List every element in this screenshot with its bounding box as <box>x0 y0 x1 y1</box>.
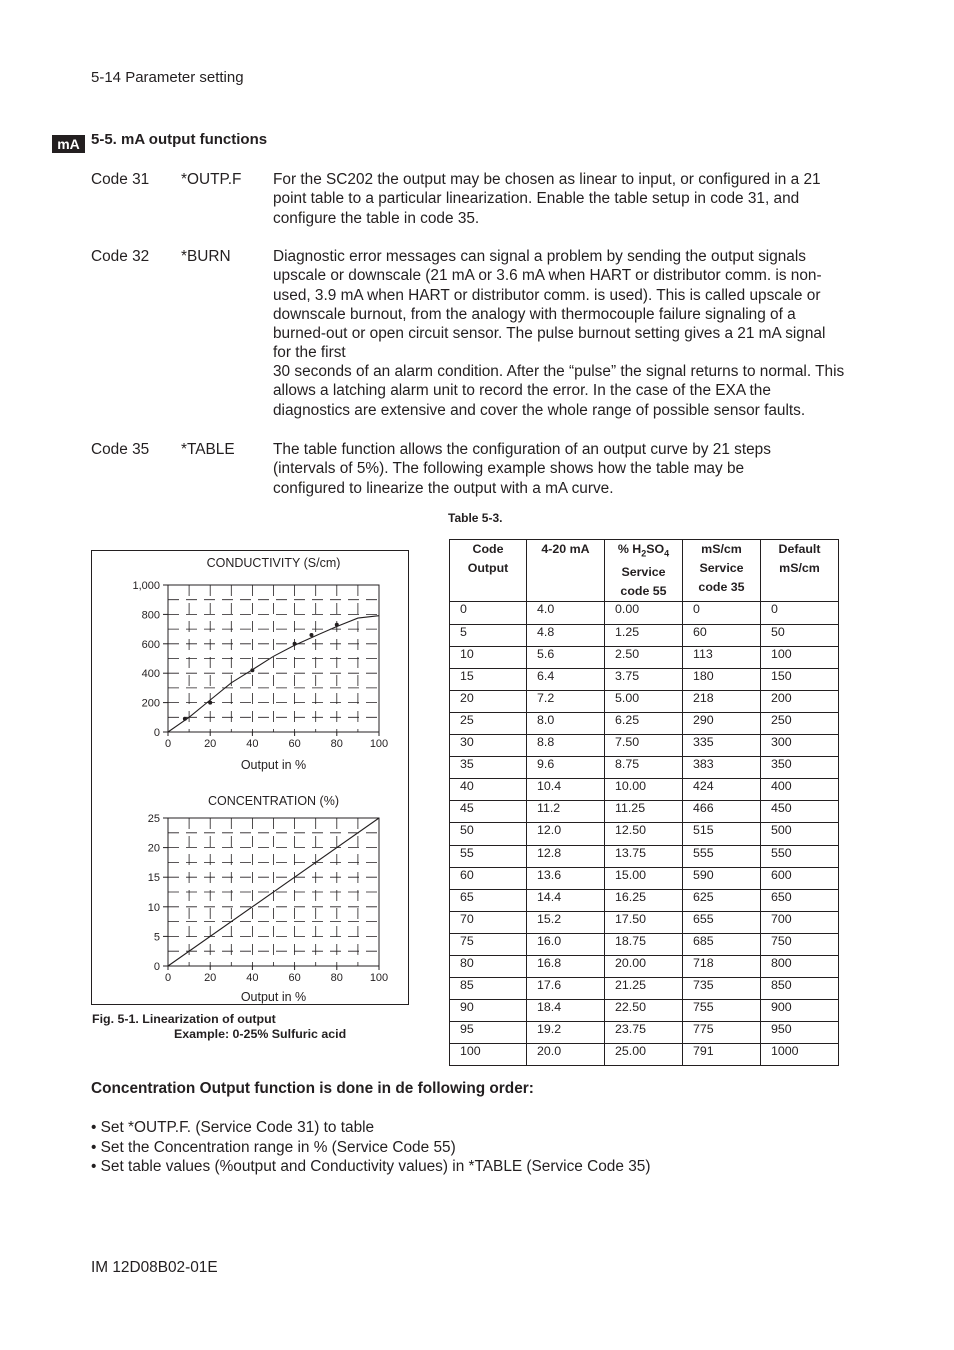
y-tick-label: 400 <box>141 668 160 681</box>
data-point <box>293 642 297 646</box>
table-row <box>450 646 839 668</box>
table-cell: 250 <box>761 712 839 734</box>
y-tick-label: 15 <box>147 872 160 885</box>
data-point <box>183 717 187 721</box>
header-code-output: Code Output <box>450 540 527 602</box>
table-row <box>450 690 839 712</box>
x-tick-label: 60 <box>288 972 301 984</box>
table-cell: 6.4 <box>527 668 605 690</box>
table-cell: 75 <box>450 933 527 955</box>
table-cell: 25 <box>450 712 527 734</box>
section-title: 5-5. mA output functions <box>91 131 268 148</box>
table-cell: 950 <box>761 1022 839 1044</box>
x-tick-label: 20 <box>204 972 217 984</box>
table-cell: 20.00 <box>605 955 683 977</box>
x-tick-label: 0 <box>164 972 172 984</box>
table-cell: 150 <box>761 668 839 690</box>
table-row <box>450 911 839 933</box>
code-31-name: *OUTP.F <box>181 171 242 188</box>
table-cell: 466 <box>683 801 761 823</box>
table-cell: 290 <box>683 712 761 734</box>
table-cell: 21.25 <box>605 978 683 1000</box>
table-row <box>450 1022 839 1044</box>
table-cell: 718 <box>683 955 761 977</box>
y-tick-label: 800 <box>141 609 160 622</box>
table-cell: 8.75 <box>605 757 683 779</box>
table-cell: 590 <box>683 867 761 889</box>
table-cell: 10.00 <box>605 779 683 801</box>
header-default-ms-cm: Default mS/cm <box>761 540 839 602</box>
table-cell: 791 <box>683 1044 761 1066</box>
table-cell: 95 <box>450 1022 527 1044</box>
code-35-description: The table function allows the configuration of an output curve by 21 steps (intervals of 5%). The following example shows how the table may be configured to linearize the output with a mA curve. <box>273 441 771 497</box>
list-item: • Set *OUTP.F. (Service Code 31) to table <box>91 1119 375 1136</box>
page-header: 5-14 Parameter setting <box>91 69 244 86</box>
table-cell: 15.00 <box>605 867 683 889</box>
table-cell: 4.8 <box>527 624 605 646</box>
table-cell: 18.4 <box>527 1000 605 1022</box>
table-row <box>450 1000 839 1022</box>
table-cell: 100 <box>450 1044 527 1066</box>
figure-caption: Fig. 5-1. Linearization of output <box>92 1012 276 1026</box>
table-cell: 655 <box>683 911 761 933</box>
x-axis-label: Output in % <box>240 990 307 1004</box>
table-cell: 40 <box>450 779 527 801</box>
chart-title: CONCENTRATION (%) <box>207 794 340 808</box>
table-cell: 5 <box>450 624 527 646</box>
table-cell: 20 <box>450 690 527 712</box>
table-row <box>450 779 839 801</box>
table-row <box>450 801 839 823</box>
table-row <box>450 867 839 889</box>
table-cell: 10.4 <box>527 779 605 801</box>
table-row <box>450 602 839 624</box>
conductivity-chart <box>132 556 388 772</box>
x-tick-label: 40 <box>246 972 259 984</box>
x-tick-label: 100 <box>369 972 389 984</box>
table-cell: 7.50 <box>605 735 683 757</box>
table-cell: 350 <box>761 757 839 779</box>
table-cell: 200 <box>761 690 839 712</box>
table-cell: 800 <box>761 955 839 977</box>
table-cell: 22.50 <box>605 1000 683 1022</box>
table-cell: 0 <box>450 602 527 624</box>
table-cell: 335 <box>683 735 761 757</box>
table-cell: 50 <box>761 624 839 646</box>
table-cell: 12.0 <box>527 823 605 845</box>
table-cell: 0.00 <box>605 602 683 624</box>
data-point <box>250 668 254 672</box>
x-tick-label: 40 <box>246 738 259 750</box>
table-cell: 45 <box>450 801 527 823</box>
table-cell: 25.00 <box>605 1044 683 1066</box>
table-cell: 17.50 <box>605 911 683 933</box>
table-cell: 180 <box>683 668 761 690</box>
header-h2so4: % $H_2SO_4$ Service code 55 <box>605 540 683 602</box>
table-cell: 6.25 <box>605 712 683 734</box>
y-tick-label: 0 <box>153 961 160 973</box>
table-cell: 65 <box>450 889 527 911</box>
table-row <box>450 978 839 1000</box>
table-cell: 755 <box>683 1000 761 1022</box>
table-cell: 600 <box>761 867 839 889</box>
table-cell: 12.8 <box>527 845 605 867</box>
table-cell: 13.6 <box>527 867 605 889</box>
table-cell: 16.8 <box>527 955 605 977</box>
table-cell: 50 <box>450 823 527 845</box>
table-cell: 12.50 <box>605 823 683 845</box>
code-31-label: Code 31 <box>91 171 150 188</box>
table-row <box>450 668 839 690</box>
table-cell: 35 <box>450 757 527 779</box>
chart-title: CONDUCTIVITY (S/cm) <box>206 556 341 570</box>
list-item: • Set the Concentration range in % (Service Code 55) <box>91 1138 456 1156</box>
table-cell: 625 <box>683 889 761 911</box>
table-cell: 85 <box>450 978 527 1000</box>
linearization-table <box>449 539 839 1066</box>
table-cell: 18.75 <box>605 933 683 955</box>
table-row <box>450 735 839 757</box>
table-cell: 735 <box>683 978 761 1000</box>
y-tick-label: 0 <box>153 727 160 739</box>
table-cell: 400 <box>761 779 839 801</box>
data-point <box>335 623 339 627</box>
table-cell: 900 <box>761 1000 839 1022</box>
table-cell: 3.75 <box>605 668 683 690</box>
linearization-figure <box>91 550 409 1005</box>
table-cell: 300 <box>761 735 839 757</box>
table-cell: 15.2 <box>527 911 605 933</box>
x-axis-label: Output in % <box>240 758 307 772</box>
table-row <box>450 845 839 867</box>
table-cell: 383 <box>683 757 761 779</box>
y-tick-label: 25 <box>147 813 160 825</box>
y-tick-label: 20 <box>147 842 160 855</box>
table-cell: 30 <box>450 735 527 757</box>
list-item: • Set table values (%output and Conductivity values) in *TABLE (Service Code 35) <box>91 1158 651 1176</box>
table-cell: 55 <box>450 845 527 867</box>
code-35-label: Code 35 <box>91 441 150 458</box>
table-cell: 23.75 <box>605 1022 683 1044</box>
order-list <box>91 1118 650 1177</box>
table-cell: 7.2 <box>527 690 605 712</box>
table-cell: 60 <box>683 624 761 646</box>
y-tick-label: 10 <box>147 901 160 914</box>
y-tick-label: 200 <box>141 697 160 710</box>
x-tick-label: 60 <box>288 738 301 750</box>
table-cell: 555 <box>683 845 761 867</box>
table-cell: 10 <box>450 646 527 668</box>
concentration-chart <box>148 794 388 1004</box>
table-cell: 60 <box>450 867 527 889</box>
table-cell: 218 <box>683 690 761 712</box>
table-cell: 13.75 <box>605 845 683 867</box>
y-tick-label: 1,000 <box>132 580 160 592</box>
table-cell: 15 <box>450 668 527 690</box>
table-cell: 515 <box>683 823 761 845</box>
ma-badge: mA <box>52 135 85 153</box>
table-cell: 17.6 <box>527 978 605 1000</box>
table-cell: 550 <box>761 845 839 867</box>
y-tick-label: 5 <box>153 931 160 944</box>
table-row <box>450 757 839 779</box>
table-cell: 20.0 <box>527 1044 605 1066</box>
table-cell: 1.25 <box>605 624 683 646</box>
table-cell: 1000 <box>761 1044 839 1066</box>
data-point <box>309 633 313 637</box>
table-cell: 5.6 <box>527 646 605 668</box>
table-cell: 90 <box>450 1000 527 1022</box>
code-35-name: *TABLE <box>181 441 235 458</box>
table-cell: 9.6 <box>527 757 605 779</box>
table-cell: 424 <box>683 779 761 801</box>
table-cell: 0 <box>683 602 761 624</box>
table-cell: 16.25 <box>605 889 683 911</box>
table-cell: 775 <box>683 1022 761 1044</box>
table-cell: 650 <box>761 889 839 911</box>
table-row <box>450 955 839 977</box>
x-tick-label: 80 <box>330 972 343 984</box>
table-cell: 685 <box>683 933 761 955</box>
table-row <box>450 823 839 845</box>
table-cell: 750 <box>761 933 839 955</box>
table-header-row <box>450 540 839 602</box>
table-cell: 100 <box>761 646 839 668</box>
data-point <box>208 701 212 705</box>
x-tick-label: 80 <box>330 738 343 750</box>
table-row <box>450 624 839 646</box>
table-cell: 11.25 <box>605 801 683 823</box>
table-row <box>450 889 839 911</box>
table-cell: 700 <box>761 911 839 933</box>
table-cell: 80 <box>450 955 527 977</box>
table-cell: 5.00 <box>605 690 683 712</box>
table-cell: 8.8 <box>527 735 605 757</box>
code-32-name: *BURN <box>181 248 231 265</box>
table-row <box>450 1044 839 1066</box>
table-cell: 500 <box>761 823 839 845</box>
table-cell: 0 <box>761 602 839 624</box>
table-cell: 16.0 <box>527 933 605 955</box>
document-id: IM 12D08B02-01E <box>91 1259 218 1276</box>
table-row <box>450 933 839 955</box>
table-caption: Table 5-3. <box>448 511 503 525</box>
code-32-description: Diagnostic error messages can signal a problem by sending the output signals upscale or downscale (21 mA or 3.6 mA when HART or distributor comm. is non-used, 3.9 mA when HART or distributor comm. is used). This is called upscale or downscale burnout, from the analogy with thermocouple failure signaling of a burned-out or open circuit sensor. The pulse burnout setting gives a 21 mA signal for the first <box>273 248 826 362</box>
code-32-description-cont: 30 seconds of an alarm condition. After the “pulse” the signal returns to normal. This allows a latching alarm unit to record the error. In the case of the EXA the diagnostics are extensive and cover the whole range of possible sensor faults. <box>273 363 845 419</box>
table-cell: 11.2 <box>527 801 605 823</box>
figure-caption-example: Example: 0-25% Sulfuric acid <box>174 1027 347 1041</box>
x-tick-label: 20 <box>204 738 217 750</box>
order-title: Concentration Output function is done in de following order: <box>91 1080 534 1097</box>
x-tick-label: 0 <box>164 738 172 750</box>
header-ms-cm-service: mS/cm Service code 35 <box>683 540 761 602</box>
table-cell: 8.0 <box>527 712 605 734</box>
table-cell: 850 <box>761 978 839 1000</box>
header-4-20ma: 4-20 mA <box>527 540 605 602</box>
x-tick-label: 100 <box>369 738 389 750</box>
table-cell: 450 <box>761 801 839 823</box>
table-cell: 19.2 <box>527 1022 605 1044</box>
table-cell: 70 <box>450 911 527 933</box>
table-cell: 14.4 <box>527 889 605 911</box>
table-cell: 113 <box>683 646 761 668</box>
y-tick-label: 600 <box>141 638 160 651</box>
table-cell: 2.50 <box>605 646 683 668</box>
code-31-description: For the SC202 the output may be chosen as linear to input, or configured in a 21 point table to a particular linearization. Enable the table setup in code 31, and configure the table in code 35. <box>273 171 821 227</box>
code-32-label: Code 32 <box>91 248 150 265</box>
table-row <box>450 712 839 734</box>
table-cell: 4.0 <box>527 602 605 624</box>
